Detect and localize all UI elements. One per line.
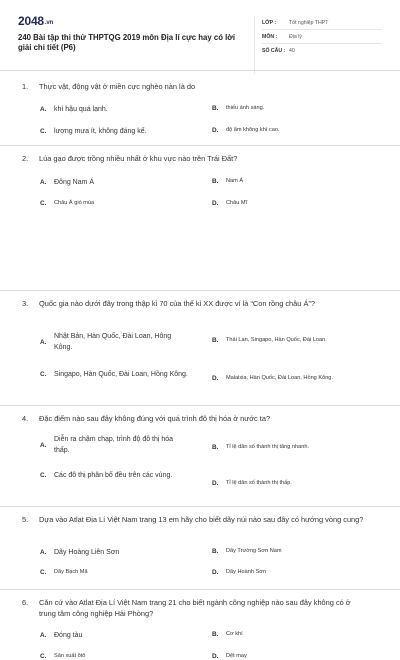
meta-row-count bbox=[262, 44, 382, 58]
option-text: Các đô thị phân bố đều trên các vùng. bbox=[54, 472, 173, 479]
option-c[interactable] bbox=[40, 126, 210, 137]
option-text: khí hậu quá lạnh. bbox=[54, 106, 108, 113]
logo-domain: .vn bbox=[44, 20, 53, 26]
option-letter: C. bbox=[40, 199, 47, 207]
option-letter: A. bbox=[40, 338, 47, 346]
option-text: Châu Mĩ bbox=[226, 200, 248, 206]
option-text: Tỉ lệ dân số thành thị thấp. bbox=[226, 480, 292, 486]
meta-value: Tốt nghiệp THPT bbox=[289, 19, 329, 26]
option-d[interactable] bbox=[212, 568, 382, 576]
option-text: Sản xuất ôtô bbox=[54, 653, 86, 659]
question-body: Căn cứ vào Atlat Địa Lí Việt Nam trang 21 cho biết ngành công nghiệp nào sau đây không có ở trung tâm công nghiệp Hải Phòng? bbox=[39, 598, 351, 618]
question-text bbox=[22, 299, 370, 310]
question-text bbox=[22, 515, 370, 526]
option-letter: B. bbox=[212, 630, 219, 638]
option-letter: D. bbox=[212, 374, 219, 382]
question-text bbox=[22, 598, 370, 619]
site-logo[interactable] bbox=[18, 14, 240, 28]
question-body: Lúa gạo được trồng nhiều nhất ở khu vực nào trên Trái Đất? bbox=[39, 154, 238, 163]
question-text bbox=[22, 154, 370, 165]
option-text: Châu Á gió mùa bbox=[54, 200, 95, 206]
option-letter: C. bbox=[40, 652, 47, 660]
option-b[interactable] bbox=[212, 336, 382, 344]
option-b[interactable] bbox=[212, 104, 382, 112]
question-text bbox=[22, 82, 370, 93]
option-text: Diễn ra chậm chạp, trình độ đô thị hóa thấp. bbox=[54, 436, 174, 454]
question-divider bbox=[0, 405, 400, 406]
option-c[interactable] bbox=[40, 568, 210, 576]
option-letter: D. bbox=[212, 479, 219, 487]
option-text: Malaixia, Hàn Quốc, Đài Loan, Hồng Kông. bbox=[226, 375, 333, 381]
option-d[interactable] bbox=[212, 652, 382, 660]
question-number: 1. bbox=[22, 82, 29, 91]
option-text: Đông Nam Á bbox=[54, 179, 95, 186]
option-text: Dãy Bạch Mã bbox=[54, 569, 88, 575]
question-divider bbox=[0, 506, 400, 507]
option-letter: A. bbox=[40, 441, 47, 449]
option-text: Dãy Hoành Sơn bbox=[226, 569, 267, 575]
option-letter: D. bbox=[212, 652, 219, 660]
option-text: Dãy Hoàng Liên Sơn bbox=[54, 549, 120, 556]
option-d[interactable] bbox=[212, 199, 382, 207]
option-b[interactable] bbox=[212, 547, 382, 555]
option-c[interactable] bbox=[40, 199, 210, 207]
option-letter: D. bbox=[212, 199, 219, 207]
question-body: Đặc điểm nào sau đây không đúng với quá trình đô thị hóa ở nước ta? bbox=[39, 414, 271, 423]
option-a[interactable] bbox=[40, 434, 210, 456]
option-letter: C. bbox=[40, 371, 47, 378]
meta-row-class bbox=[262, 16, 382, 30]
option-text: Nam Á bbox=[226, 178, 244, 184]
option-text: lượng mưa ít, không đáng kể. bbox=[54, 128, 147, 135]
option-a[interactable] bbox=[40, 177, 210, 188]
option-letter: D. bbox=[212, 126, 219, 134]
option-text: Đóng tàu bbox=[54, 632, 83, 639]
meta-label: SỐ CÂU : bbox=[262, 48, 286, 54]
option-a[interactable] bbox=[40, 630, 210, 641]
question-divider bbox=[0, 290, 400, 291]
question-number: 2. bbox=[22, 154, 29, 163]
option-b[interactable] bbox=[212, 443, 382, 451]
option-d[interactable] bbox=[212, 126, 382, 134]
option-text: Singapo, Hàn Quốc, Đài Loan, Hồng Kông. bbox=[54, 371, 188, 378]
option-c[interactable] bbox=[40, 652, 210, 660]
meta-label: MÔN : bbox=[262, 33, 278, 40]
question-divider bbox=[0, 145, 400, 146]
option-a[interactable] bbox=[40, 104, 210, 115]
option-c[interactable] bbox=[40, 470, 210, 481]
question-number: 6. bbox=[22, 598, 29, 607]
header-left bbox=[18, 14, 240, 74]
option-letter: C. bbox=[40, 128, 47, 135]
option-text: độ ẩm không khí cao. bbox=[226, 127, 280, 133]
option-letter: A. bbox=[40, 106, 47, 113]
option-text: Cơ khí bbox=[226, 631, 243, 637]
option-letter: B. bbox=[212, 547, 219, 555]
question-number: 5. bbox=[22, 515, 29, 524]
question-number: 3. bbox=[22, 299, 29, 308]
question-body: Thực vật, động vật ở miền cực nghèo nàn là do bbox=[39, 82, 196, 91]
option-letter: A. bbox=[40, 632, 47, 639]
question-text bbox=[22, 414, 370, 425]
question-number: 4. bbox=[22, 414, 29, 423]
option-letter: B. bbox=[212, 177, 219, 185]
option-text: Dãy Trường Sơn Nam bbox=[226, 548, 282, 554]
question-body: Quốc gia nào dưới đây trong thập kỉ 70 của thế kỉ XX được ví là “Con rồng châu Á”? bbox=[39, 299, 315, 308]
document-meta bbox=[254, 16, 382, 74]
option-b[interactable] bbox=[212, 177, 382, 185]
option-c[interactable] bbox=[40, 369, 210, 380]
option-d[interactable] bbox=[212, 374, 382, 382]
option-text: Thái Lan, Singapo, Hàn Quốc, Đài Loan. bbox=[226, 337, 327, 343]
option-letter: D. bbox=[212, 568, 219, 576]
option-d[interactable] bbox=[212, 479, 382, 487]
option-b[interactable] bbox=[212, 630, 382, 638]
option-text: Nhật Bản, Hàn Quốc, Đài Loan, Hông Kông. bbox=[54, 333, 172, 351]
option-letter: C. bbox=[40, 568, 47, 576]
option-text: Dệt may bbox=[226, 653, 247, 659]
option-letter: A. bbox=[40, 179, 47, 186]
option-letter: B. bbox=[212, 104, 219, 112]
option-letter: A. bbox=[40, 549, 47, 556]
meta-value: Địa lý bbox=[289, 33, 302, 40]
option-letter: B. bbox=[212, 336, 219, 344]
option-text: thiếu ánh sáng. bbox=[226, 105, 265, 111]
option-letter: C. bbox=[40, 472, 47, 479]
option-a[interactable] bbox=[40, 547, 210, 558]
document-header bbox=[18, 14, 382, 74]
document-title: 240 Bài tập thi thử THPTQG 2019 môn Địa lí cực hay có lời giải chi tiết (P6) bbox=[18, 33, 236, 52]
meta-row-subject bbox=[262, 30, 382, 44]
meta-label: LỚP : bbox=[262, 19, 277, 26]
header-divider bbox=[0, 70, 400, 71]
question-divider bbox=[0, 589, 400, 590]
meta-value: 40 bbox=[289, 48, 295, 54]
option-text: Tỉ lệ dân số thành thị tăng nhanh. bbox=[226, 444, 310, 450]
question-body: Dựa vào Atlat Địa Lí Việt Nam trang 13 em hãy cho biết dãy núi nào sau đây có hướng vòng cung? bbox=[39, 515, 364, 524]
logo-text: 2048 bbox=[18, 14, 44, 28]
option-letter: B. bbox=[212, 443, 219, 451]
option-a[interactable] bbox=[40, 331, 210, 353]
